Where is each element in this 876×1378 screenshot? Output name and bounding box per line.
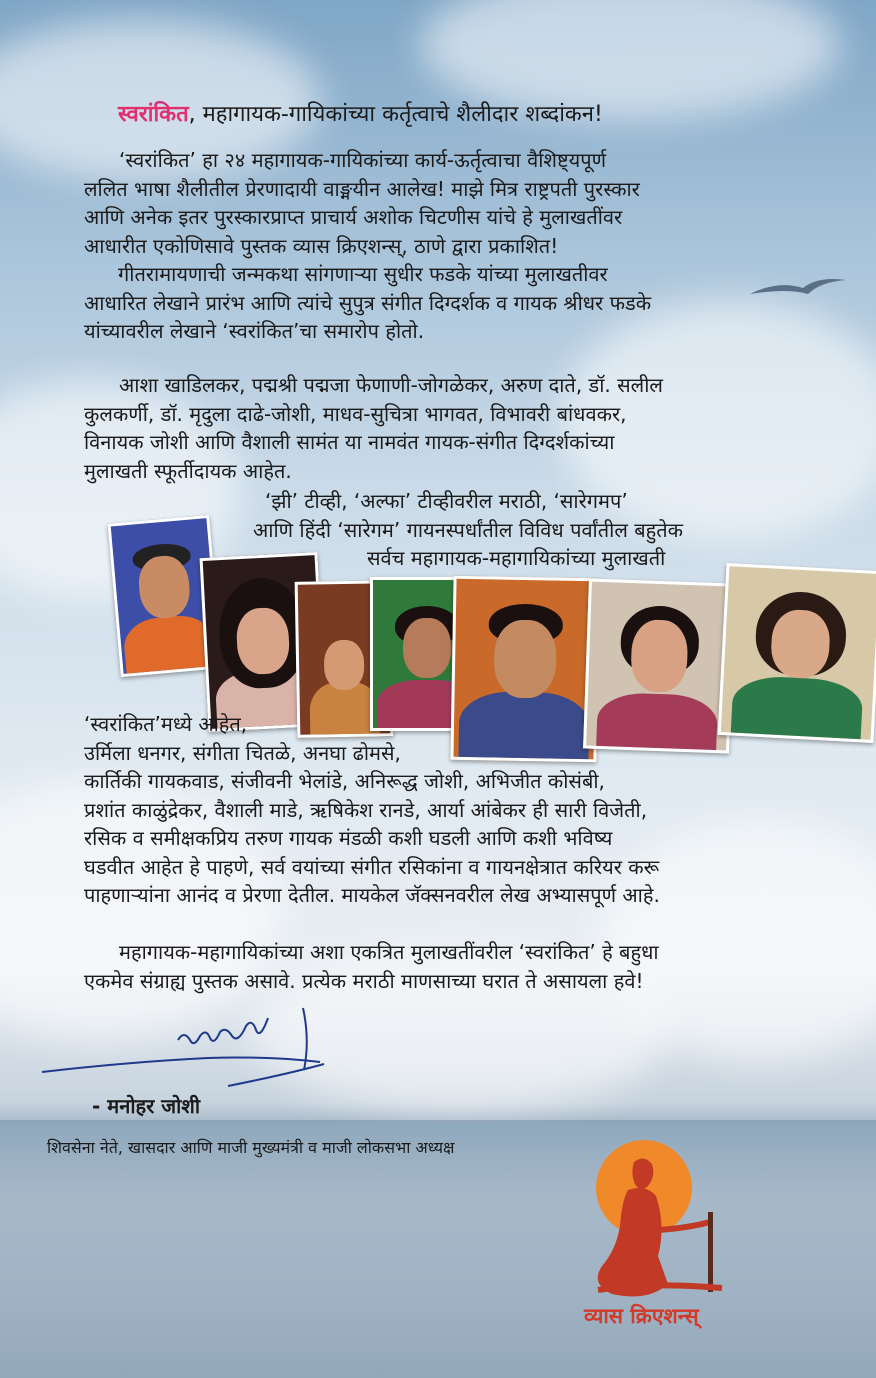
text-line: ललित भाषा शैलीतील प्रेरणादायी वाङ्मयीन आलेख! माझे मित्र राष्ट्रपती पुरस्कार bbox=[84, 176, 640, 201]
publisher-name: व्यास क्रिएशन्स् bbox=[584, 1304, 699, 1328]
text-line: ‘झी’ टीव्ही, ‘अल्फा’ टीव्हीवरील मराठी, ‘सारेगमप’ bbox=[265, 489, 628, 513]
text-line: ‘स्वरांकित’मध्ये आहेत, bbox=[84, 712, 248, 736]
headline-brand: स्वरांकित bbox=[118, 102, 189, 127]
text-line: यांच्यावरील लेखाने ‘स्वरांकित’चा समारोप होतो. bbox=[84, 319, 425, 343]
text-line: आधारित लेखाने प्रारंभ आणि त्यांचे सुपुत्र संगीत दिग्दर्शक व गायक श्रीधर फडके bbox=[84, 290, 652, 315]
text-line: मुलाखती स्फूर्तीदायक आहेत. bbox=[84, 458, 292, 483]
text-line: विनायक जोशी आणि वैशाली सामंत या नामवंत गायक-संगीत दिग्दर्शकांच्या bbox=[84, 430, 615, 454]
text-line: घडवीत आहेत हे पाहणे, सर्व वयांच्या संगीत रसिकांना व गायनक्षेत्रात करियर करू bbox=[84, 854, 660, 879]
text-line: आणि अनेक इतर पुरस्कारप्राप्त प्राचार्य अशोक चिटणीस यांचे हे मुलाखतींवर bbox=[84, 205, 623, 229]
text-line: कार्तिकी गायकवाड, संजीवनी भेलांडे, अनिरूद्ध जोशी, अभिजीत कोसंबी, bbox=[84, 769, 605, 793]
text-line: कुलकर्णी, डॉ. मृदुला दाढे-जोशी, माधव-सुचित्रा भागवत, विभावरी बांधवकर, bbox=[84, 401, 627, 426]
text-line: उर्मिला धनगर, संगीता चितळे, अनघा ढोमसे, bbox=[84, 740, 401, 765]
paragraph-2 bbox=[84, 260, 652, 346]
text-line: महागायक-महागायिकांच्या अशा एकत्रित मुलाखतींवरील ‘स्वरांकित’ हे बहुधा bbox=[119, 940, 659, 964]
paragraph-6 bbox=[84, 938, 659, 995]
paragraph-5 bbox=[84, 710, 660, 910]
headline bbox=[118, 98, 603, 128]
text-line: पाहणाऱ्यांना आनंद व प्रेरणा देतील. मायकेल जॅक्सनवरील लेख अभ्यासपूर्ण आहे. bbox=[84, 883, 660, 907]
bird-icon bbox=[748, 272, 848, 302]
text-line: गीतरामायणाची जन्मकथा सांगणाऱ्या सुधीर फडके यांच्या मुलाखतीवर bbox=[118, 262, 608, 286]
text-line: आशा खाडिलकर, पद्मश्री पद्मजा फेणाणी-जोगळेकर, अरुण दाते, डॉ. सलील bbox=[119, 373, 663, 397]
author-title: शिवसेना नेते, खासदार आणि माजी मुख्यमंत्री व माजी लोकसभा अध्यक्ष bbox=[47, 1138, 455, 1157]
text-line: रसिक व समीक्षकप्रिय तरुण गायक मंडळी कशी घडली आणि कशी भविष्य bbox=[84, 826, 613, 850]
headline-rest: , महागायक-गायिकांच्या कर्तृत्वाचे शैलीदार शब्दांकन! bbox=[188, 102, 603, 127]
paragraph-1 bbox=[84, 146, 640, 260]
author-name: - मनोहर जोशी bbox=[92, 1094, 201, 1118]
text-line: एकमेव संग्राह्य पुस्तक असावे. प्रत्येक मराठी माणसाच्या घरात ते असायला हवे! bbox=[84, 968, 644, 993]
sea bbox=[0, 1122, 876, 1378]
text-line: प्रशांत काळुंद्रेकर, वैशाली माडे, ऋषिकेश रानडे, आर्या आंबेकर ही सारी विजेती, bbox=[84, 797, 648, 822]
paragraph-3 bbox=[84, 371, 663, 485]
signature-image bbox=[38, 1000, 338, 1090]
singer-photo bbox=[718, 563, 876, 743]
text-line: सर्वच महागायक-महागायिकांच्या मुलाखती bbox=[367, 546, 666, 570]
text-line: आणि हिंदी ‘सारेगम’ गायनस्पर्धांतील विविध पर्वांतील बहुतेक bbox=[253, 517, 684, 542]
text-line: ‘स्वरांकित’ हा २४ महागायक-गायिकांच्या कार्य-ऊर्तृत्वाचा वैशिष्ट्यपूर्ण bbox=[119, 148, 607, 172]
text-line: आधारीत एकोणिसावे पुस्तक व्यास क्रिएशन्स्, ठाणे द्वारा प्रकाशित! bbox=[84, 233, 559, 258]
